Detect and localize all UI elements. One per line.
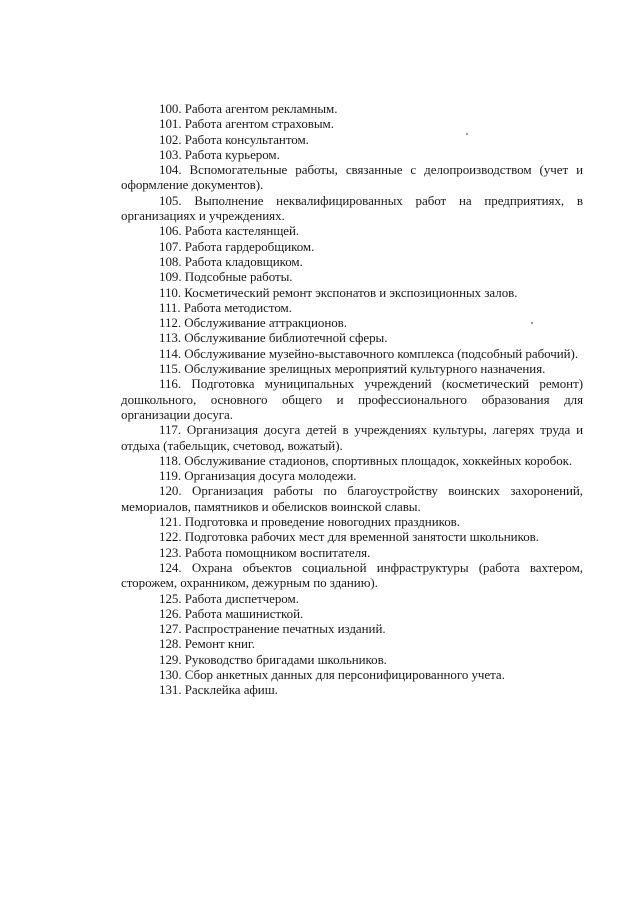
list-item: 100. Работа агентом рекламным. (159, 101, 338, 116)
job-list (121, 101, 583, 698)
list-item: 122. Подготовка рабочих мест для временной занятости школьников. (159, 529, 539, 545)
list-item: 103. Работа курьером. (159, 146, 280, 162)
list-item: 102. Работа консультантом. (159, 131, 309, 147)
list-item: 114. Обслуживание музейно-выставочного комплекса (подсобный рабочий). (159, 345, 579, 361)
list-item: 130. Сбор анкетных данных для персонифицированного учета. (159, 666, 505, 682)
list-item: 113. Обслуживание библиотечной сферы. (159, 330, 388, 346)
list-item: 121. Подготовка и проведение новогодних праздников. (159, 514, 460, 530)
list-item: 109. Подсобные работы. (159, 269, 293, 285)
list-item: 120. Организация работы по благоустройству воинских захоронений, мемориалов, памятников и обелисков воинской славы. (121, 483, 583, 514)
list-item: 107. Работа гардеробщиком. (159, 238, 315, 254)
list-item: 125. Работа диспетчером. (159, 590, 299, 606)
list-item: 112. Обслуживание аттракционов. (159, 315, 347, 331)
list-item: 111. Работа методистом. (159, 299, 292, 315)
list-item: 110. Косметический ремонт экспонатов и экспозиционных залов. (159, 284, 518, 300)
list-item: 123. Работа помощником воспитателя. (159, 544, 371, 560)
list-item: 117. Организация досуга детей в учреждениях культуры, лагерях труда и отдыха (табельщик, счетовод, вожатый). (121, 422, 583, 453)
list-item: 118. Обслуживание стадионов, спортивных площадок, хоккейных коробок. (159, 452, 573, 468)
list-item: 131. Расклейка афиш. (159, 682, 278, 698)
list-item: 105. Выполнение неквалифицированных работ на предприятиях, в организациях и учреждениях. (121, 192, 583, 224)
list-item: 124. Охрана объектов социальной инфраструктуры (работа вахтером, сторожем, охранником, дежурным по зданию). (121, 559, 583, 591)
list-item: 101. Работа агентом страховым. (159, 116, 334, 132)
list-item: 104. Вспомогательные работы, связанные с делопроизводством (учет и оформление документов). (121, 162, 583, 193)
list-item: 106. Работа кастелянщей. (159, 223, 300, 239)
list-item: 116. Подготовка муниципальных учреждений (косметический ремонт) дошкольного, основного общего и профессионального образования для организации досуга. (121, 376, 583, 422)
list-item: 108. Работа кладовщиком. (159, 253, 303, 269)
list-item: 115. Обслуживание зрелищных мероприятий культурного назначения. (159, 361, 546, 377)
list-item: 126. Работа машинисткой. (159, 605, 304, 621)
list-item: 119. Организация досуга молодежи. (159, 468, 357, 484)
list-item: 128. Ремонт книг. (159, 636, 255, 652)
list-item: 127. Распространение печатных изданий. (159, 621, 386, 637)
list-item: 129. Руководство бригадами школьников. (159, 651, 387, 667)
